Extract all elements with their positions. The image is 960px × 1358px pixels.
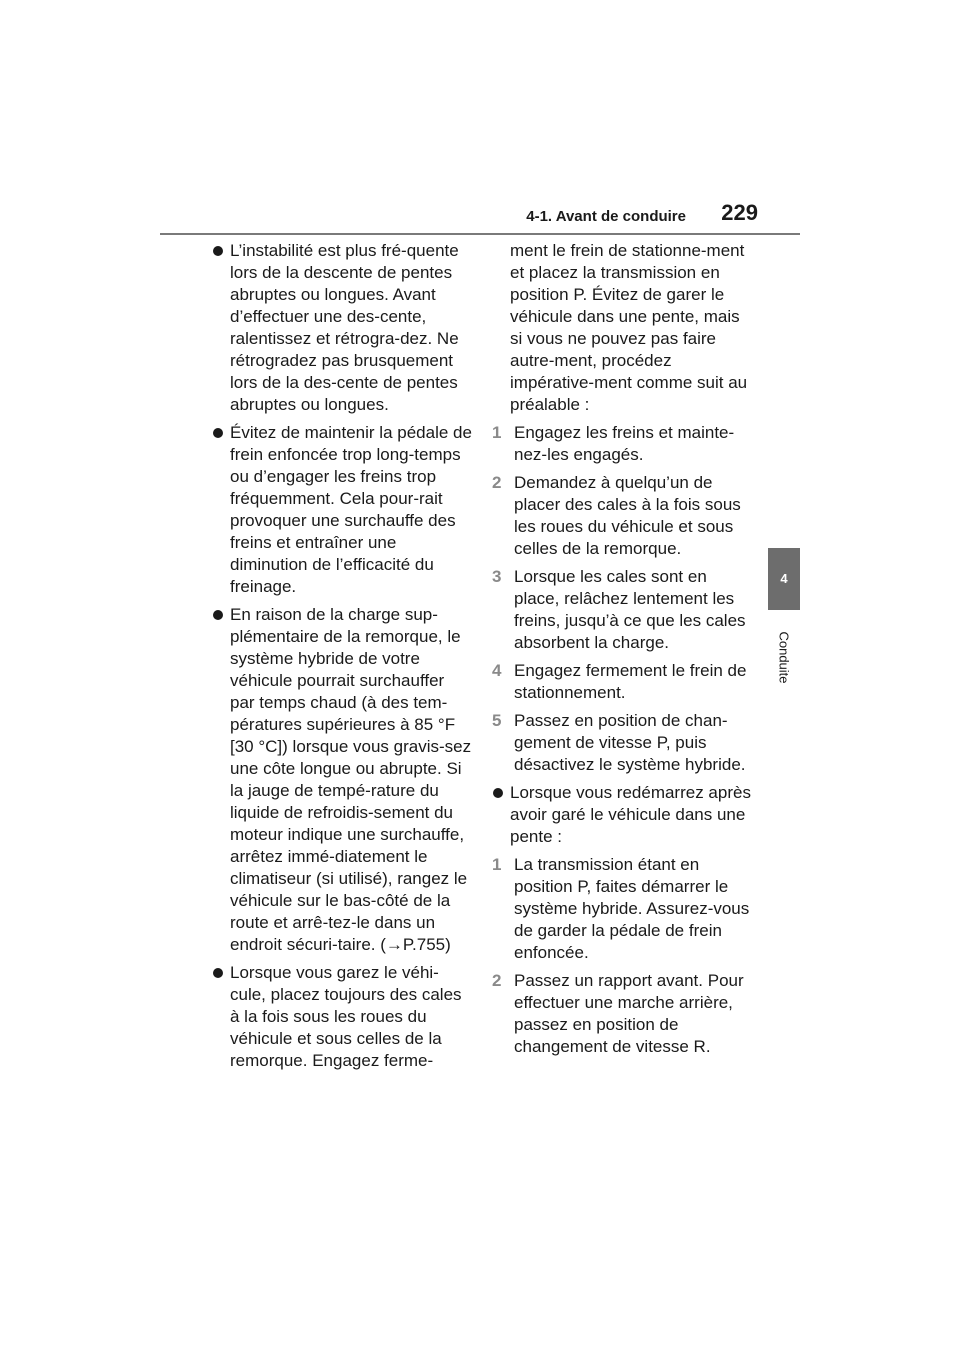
- page-header: [160, 200, 800, 234]
- list-item: [210, 422, 472, 598]
- step-number: 2: [492, 971, 502, 990]
- bullet-text: L’instabilité est plus fré-quente lors de la descente de pentes abruptes ou longues. Avant d’effectuer une des-cente, ralentissez et rétrogra-dez. Ne rétrogradez pas brusquement lors de la des-cente de pentes abruptes ou longues.: [230, 241, 459, 414]
- header-divider: [160, 233, 800, 235]
- step-number: 1: [492, 423, 502, 442]
- step-item: [490, 566, 752, 654]
- step-item: [490, 660, 752, 704]
- bullet-text: Lorsque vous redémarrez après avoir garé le véhicule dans une pente :: [510, 783, 751, 846]
- step-number: 3: [492, 567, 502, 586]
- list-item: [210, 962, 472, 1072]
- bullet-icon: [213, 968, 223, 978]
- step-text: Demandez à quelqu’un de placer des cales à la fois sous les roues du véhicule et sous celles de la remorque.: [514, 473, 741, 558]
- chapter-tab[interactable]: 4: [768, 548, 800, 610]
- step-number: 2: [492, 473, 502, 492]
- list-item: [490, 782, 752, 848]
- bullet-icon: [213, 610, 223, 620]
- chapter-label: [770, 622, 798, 692]
- step-item: [490, 854, 752, 964]
- step-text: Passez un rapport avant. Pour effectuer une marche arrière, passez en position de changement de vitesse R.: [514, 971, 744, 1056]
- step-number: 4: [492, 661, 502, 680]
- bullet-icon: [213, 246, 223, 256]
- list-item: [210, 240, 472, 416]
- step-item: [490, 422, 752, 466]
- step-item: [490, 472, 752, 560]
- right-column: [490, 240, 752, 1064]
- step-text: La transmission étant en position P, faites démarrer le système hybride. Assurez-vous de garder la pédale de frein enfoncée.: [514, 855, 750, 962]
- chapter-label-text: Conduite: [776, 630, 792, 684]
- step-text: Engagez fermement le frein de stationnement.: [514, 661, 747, 702]
- bullet-text: Lorsque vous garez le véhi-cule, placez toujours des cales à la fois sous les roues du véhicule et sous celles de la remorque. Engagez ferme-: [230, 963, 462, 1070]
- bullet-text: Évitez de maintenir la pédale de frein enfoncée trop long-temps ou d’engager les freins trop fréquemment. Cela pour-rait provoquer une surchauffe des freins et entraîner une diminution de l’efficacité du freinage.: [230, 423, 472, 596]
- step-text: Lorsque les cales sont en place, relâchez lentement les freins, jusqu’à ce que les cales absorbent la charge.: [514, 567, 746, 652]
- bullet-icon: [213, 428, 223, 438]
- section-title: 4-1. Avant de conduire: [526, 208, 686, 225]
- step-text: Passez en position de chan-gement de vitesse P, puis désactivez le système hybride.: [514, 711, 746, 774]
- page-number: 229: [721, 200, 758, 225]
- step-item: [490, 710, 752, 776]
- step-item: [490, 970, 752, 1058]
- list-item: [210, 604, 472, 956]
- bullet-icon: [493, 788, 503, 798]
- step-number: 5: [492, 711, 502, 730]
- left-column: [210, 240, 472, 1078]
- bullet-text: En raison de la charge sup-plémentaire de la remorque, le système hybride de votre véhicule pourrait surchauffer par temps chaud (à des tem-pératures supérieures à 85 °F [30 °C]) lorsque vous gravis-sez une côte longue ou abrupte. Si la jauge de tempé-rature du liquide de refroidis-sement du moteur indique une surchauffe, arrêtez immé-diatement le climatiseur (si utilisé), rangez le véhicule sur le bas-côté de la route et arrê-tez-le dans un endroit sécuri-taire. (→P.755): [230, 605, 472, 954]
- step-text: Engagez les freins et mainte-nez-les engagés.: [514, 423, 735, 464]
- step-number: 1: [492, 855, 502, 874]
- continuation-text: ment le frein de stationne-ment et placez la transmission en position P. Évitez de garer le véhicule dans une pente, mais si vous ne pouvez pas faire autre-ment, procédez impérative-ment comme suit au préalable :: [510, 241, 748, 414]
